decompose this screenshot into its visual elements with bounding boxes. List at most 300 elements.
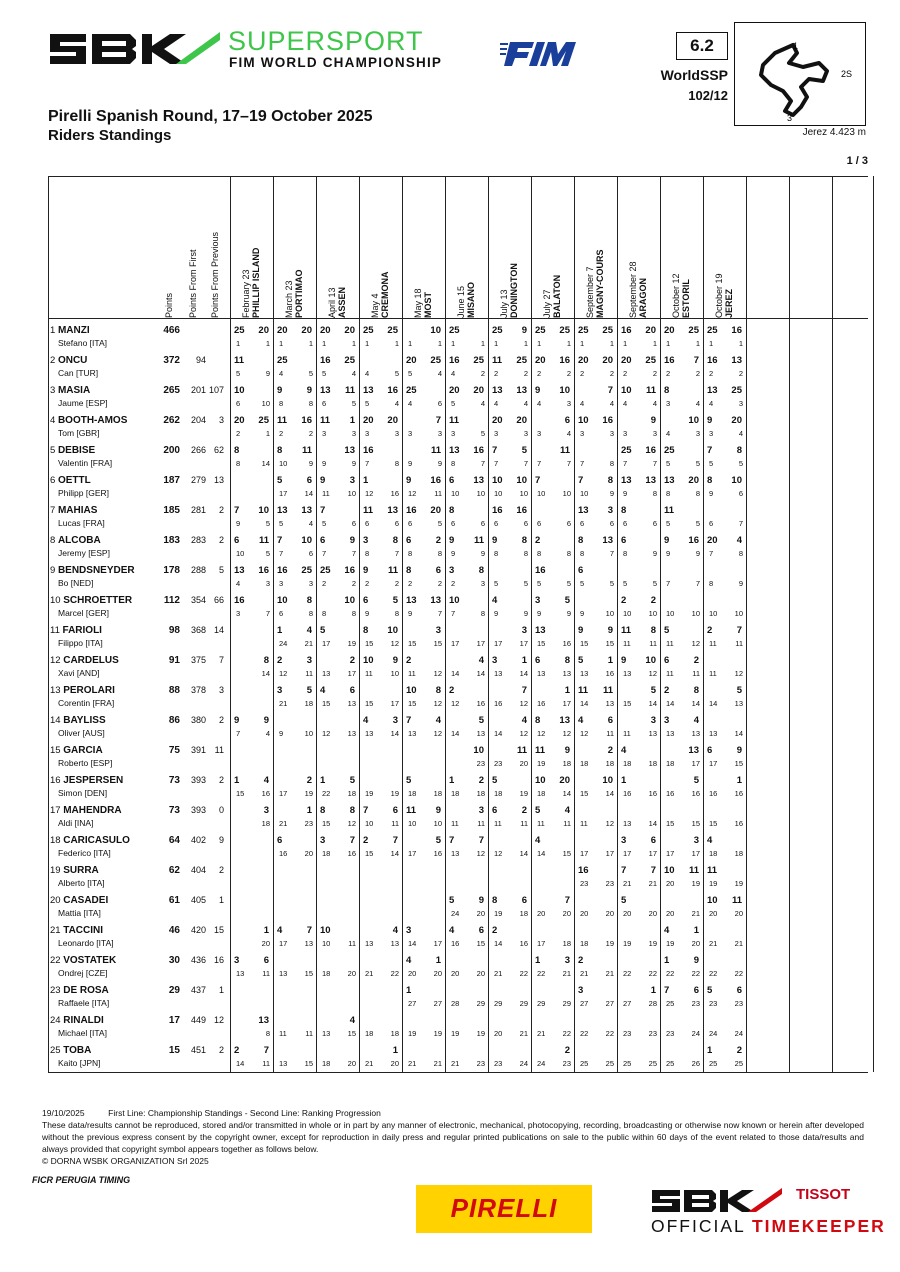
- race2-ranking: 19: [605, 939, 614, 948]
- race1-ranking: 13: [666, 729, 675, 738]
- round-result-cell: [402, 922, 445, 952]
- race2-ranking: 12: [390, 639, 399, 648]
- rider-first-name: Stefano [ITA]: [58, 338, 107, 348]
- race1-points: 11: [707, 865, 718, 876]
- race1-ranking: 2: [322, 579, 327, 588]
- race1-ranking: 14: [709, 699, 718, 708]
- race1-points: 16: [406, 505, 417, 516]
- race2-points: 3: [435, 625, 441, 636]
- race2-ranking: 17: [433, 939, 442, 948]
- race1-ranking: 5: [666, 459, 671, 468]
- rider-points-from-first: 391: [190, 745, 206, 755]
- race1-points: 10: [406, 685, 417, 696]
- round-result-cell: [273, 862, 316, 892]
- race1-ranking: 15: [580, 789, 589, 798]
- round-result-cell: [703, 1042, 746, 1072]
- round-result-cell: [316, 712, 359, 742]
- round-result-cell: [273, 772, 316, 802]
- rider-rank: 7: [50, 505, 56, 516]
- race2-ranking: 24: [691, 1029, 700, 1038]
- rider-points-from-first: 393: [190, 805, 206, 815]
- race2-ranking: 22: [605, 1029, 614, 1038]
- race1-ranking: 9: [322, 459, 327, 468]
- race2-ranking: 7: [437, 609, 442, 618]
- race2-points: 16: [258, 565, 269, 576]
- rider-first-name: Aldi [INA]: [58, 818, 94, 828]
- race1-ranking: 10: [365, 819, 374, 828]
- round-result-cell: [617, 862, 660, 892]
- race1-ranking: 18: [580, 759, 589, 768]
- race1-ranking: 24: [537, 1059, 546, 1068]
- race1-ranking: 6: [709, 519, 714, 528]
- round-result-cell: [488, 832, 531, 862]
- race2-points: 6: [478, 925, 484, 936]
- race2-ranking: 7: [523, 459, 528, 468]
- table-row: [48, 1042, 868, 1072]
- race2-points: 8: [435, 685, 441, 696]
- race2-ranking: 3: [480, 579, 485, 588]
- race1-points: 6: [621, 535, 627, 546]
- race2-ranking: 13: [347, 729, 356, 738]
- race2-ranking: 20: [648, 909, 657, 918]
- race1-ranking: 15: [580, 639, 589, 648]
- round-result-cell: [359, 592, 402, 622]
- race1-points: 1: [664, 955, 670, 966]
- race1-points: 3: [621, 835, 627, 846]
- race1-ranking: 2: [408, 579, 413, 588]
- race2-points: 9: [392, 655, 398, 666]
- race2-points: 25: [301, 565, 312, 576]
- race2-ranking: 4: [480, 399, 485, 408]
- round-result-cell: [230, 622, 273, 652]
- round-result-cell: [402, 682, 445, 712]
- round-result-cell: [445, 892, 488, 922]
- round-result-cell: [445, 622, 488, 652]
- race1-points: 1: [363, 475, 369, 486]
- race1-ranking: 13: [451, 849, 460, 858]
- race2-points: 9: [435, 805, 441, 816]
- race2-ranking: 10: [648, 609, 657, 618]
- round-result-cell: [574, 562, 617, 592]
- race1-points: 8: [535, 715, 541, 726]
- round-result-cell: [230, 382, 273, 412]
- rider-points: 372: [163, 355, 180, 366]
- race2-points: 13: [602, 535, 613, 546]
- rider-points-from-previous: 3: [218, 415, 224, 425]
- round-date: May 18: [413, 288, 423, 318]
- round-date: June 15: [456, 285, 466, 318]
- race1-points: 3: [578, 985, 584, 996]
- round-result-cell: [230, 352, 273, 382]
- race1-points: 9: [664, 535, 670, 546]
- round-result-cell: [445, 952, 488, 982]
- round-result-cell: [316, 352, 359, 382]
- race1-points: 4: [578, 715, 584, 726]
- fim-logo: [500, 38, 580, 70]
- race1-ranking: 8: [279, 399, 284, 408]
- race2-ranking: 4: [695, 399, 700, 408]
- race1-ranking: 13: [709, 729, 718, 738]
- round-result-cell: [402, 862, 445, 892]
- round-result-cell: [488, 382, 531, 412]
- round-date: July 13: [499, 289, 509, 318]
- race1-ranking: 9: [408, 459, 413, 468]
- race1-ranking: 22: [709, 969, 718, 978]
- round-result-cell: [273, 352, 316, 382]
- race1-points: 8: [449, 505, 455, 516]
- round-result-cell: [488, 1012, 531, 1042]
- race2-points: 7: [263, 1045, 269, 1056]
- round-date: September 7: [585, 266, 595, 318]
- round-result-cell: [230, 532, 273, 562]
- race2-ranking: 6: [652, 519, 657, 528]
- race1-points: 25: [277, 355, 288, 366]
- race1-points: 6: [449, 475, 455, 486]
- race1-ranking: 5: [537, 579, 542, 588]
- table-row: [48, 742, 868, 772]
- rider-points: 183: [163, 535, 180, 546]
- race2-ranking: 16: [562, 639, 571, 648]
- race2-ranking: 10: [476, 489, 485, 498]
- race2-ranking: 5: [566, 579, 571, 588]
- rider-surname: CASADEI: [63, 895, 109, 906]
- round-date: October 12: [671, 273, 681, 318]
- race1-ranking: 8: [709, 579, 714, 588]
- round-result-cell: [230, 772, 273, 802]
- round-result-cell: [273, 322, 316, 352]
- race2-points: 8: [306, 595, 312, 606]
- race1-ranking: 17: [451, 639, 460, 648]
- round-result-cell: [617, 652, 660, 682]
- rider-points-from-first: 393: [190, 775, 206, 785]
- race2-ranking: 2: [652, 369, 657, 378]
- round-result-cell: [488, 922, 531, 952]
- race1-ranking: 17: [537, 939, 546, 948]
- rider-first-name: Michael [ITA]: [58, 1028, 107, 1038]
- footer-copyright: © DORNA WSBK ORGANIZATION Srl 2025: [42, 1156, 209, 1166]
- race1-ranking: 27: [580, 999, 589, 1008]
- race1-points: 13: [406, 595, 417, 606]
- race2-points: 7: [435, 415, 441, 426]
- rider-points-from-first: 405: [190, 895, 206, 905]
- rider-points: 86: [168, 715, 180, 726]
- round-result-cell: [445, 832, 488, 862]
- race1-ranking: 11: [623, 639, 631, 648]
- table-row: [48, 922, 868, 952]
- rider-first-name: Marcel [GER]: [58, 608, 110, 618]
- race1-ranking: 18: [580, 939, 589, 948]
- race1-ranking: 14: [666, 699, 675, 708]
- race2-ranking: 12: [347, 819, 356, 828]
- table-row: [48, 382, 868, 412]
- round-result-cell: [273, 1012, 316, 1042]
- round-result-cell: [531, 562, 574, 592]
- race1-points: 11: [578, 685, 589, 696]
- round-result-cell: [660, 622, 703, 652]
- race1-points: 16: [578, 865, 589, 876]
- race1-ranking: 7: [494, 459, 499, 468]
- race2-points: 20: [559, 775, 570, 786]
- table-row: [48, 442, 868, 472]
- round-result-cell: [531, 352, 574, 382]
- race2-points: 16: [688, 535, 699, 546]
- round-result-cell: [617, 322, 660, 352]
- race1-points: 4: [406, 955, 412, 966]
- race1-points: 1: [234, 775, 240, 786]
- race1-ranking: 7: [236, 729, 241, 738]
- rider-surname: SURRA: [63, 865, 99, 876]
- round-result-cell: [660, 892, 703, 922]
- race2-ranking: 4: [437, 369, 442, 378]
- race1-ranking: 11: [537, 819, 545, 828]
- rider-rank-name: [50, 625, 150, 636]
- rider-rank: 6: [50, 475, 56, 486]
- round-result-cell: [230, 712, 273, 742]
- table-row: [48, 1012, 868, 1042]
- round-result-cell: [445, 682, 488, 712]
- round-result-cell: [703, 532, 746, 562]
- race2-ranking: 19: [691, 879, 700, 888]
- race2-ranking: 28: [648, 999, 657, 1008]
- race2-points: 16: [602, 415, 613, 426]
- race2-points: 8: [478, 565, 484, 576]
- race1-ranking: 13: [365, 729, 374, 738]
- round-result-cell: [402, 322, 445, 352]
- round-result-cell: [230, 1012, 273, 1042]
- race1-ranking: 1: [623, 339, 628, 348]
- round-result-cell: [574, 352, 617, 382]
- table-row: [48, 982, 868, 1012]
- race1-ranking: 8: [494, 549, 499, 558]
- race1-ranking: 17: [279, 939, 288, 948]
- race2-points: 20: [516, 415, 527, 426]
- round-result-cell: [703, 592, 746, 622]
- event-title: Pirelli Spanish Round, 17–19 October 2025: [48, 108, 373, 125]
- race1-ranking: 7: [623, 459, 628, 468]
- race2-points: 20: [344, 325, 355, 336]
- race1-ranking: 29: [494, 999, 503, 1008]
- race2-ranking: 10: [519, 489, 528, 498]
- rider-points-from-previous: 2: [218, 865, 224, 875]
- race2-ranking: 10: [562, 489, 571, 498]
- race2-ranking: 15: [734, 759, 743, 768]
- table-row: [48, 952, 868, 982]
- round-result-cell: [660, 742, 703, 772]
- race1-points: 20: [664, 325, 675, 336]
- race1-ranking: 14: [408, 939, 417, 948]
- race2-ranking: 23: [304, 819, 313, 828]
- round-result-cell: [703, 712, 746, 742]
- round-result-cell: [574, 862, 617, 892]
- race1-ranking: 4: [537, 399, 542, 408]
- race2-points: 3: [349, 475, 355, 486]
- race1-points: 4: [492, 595, 498, 606]
- race2-ranking: 6: [609, 519, 614, 528]
- race1-ranking: 2: [365, 579, 370, 588]
- race1-ranking: 10: [666, 609, 675, 618]
- race1-ranking: 15: [365, 639, 374, 648]
- race2-points: 13: [473, 475, 484, 486]
- rider-first-name: Philipp [GER]: [58, 488, 110, 498]
- race2-ranking: 11: [477, 819, 485, 828]
- round-result-cell: [617, 562, 660, 592]
- race2-ranking: 16: [734, 789, 743, 798]
- race1-points: 6: [578, 565, 584, 576]
- rider-rank-name: [50, 745, 150, 756]
- race1-points: 25: [449, 325, 460, 336]
- official-text: OFFICIAL: [651, 1216, 752, 1236]
- round-result-cell: [359, 622, 402, 652]
- race1-ranking: 21: [494, 969, 503, 978]
- race2-ranking: 8: [394, 609, 399, 618]
- round-result-cell: [660, 592, 703, 622]
- race2-ranking: 9: [480, 549, 485, 558]
- rider-points-from-first: 283: [190, 535, 206, 545]
- round-result-cell: [445, 772, 488, 802]
- race2-ranking: 5: [308, 369, 313, 378]
- race2-ranking: 1: [308, 339, 313, 348]
- race2-ranking: 16: [605, 669, 614, 678]
- race1-points: 9: [406, 475, 412, 486]
- race2-points: 2: [306, 775, 312, 786]
- rider-rank: 20: [50, 895, 61, 906]
- race1-ranking: 7: [322, 549, 327, 558]
- race2-ranking: 12: [433, 669, 442, 678]
- race2-points: 4: [521, 715, 527, 726]
- round-result-cell: [531, 922, 574, 952]
- race2-ranking: 15: [304, 969, 313, 978]
- race2-points: 5: [435, 835, 441, 846]
- race2-ranking: 1: [265, 429, 270, 438]
- race2-ranking: 16: [261, 789, 270, 798]
- race1-ranking: 21: [623, 879, 632, 888]
- race2-ranking: 7: [738, 519, 743, 528]
- race2-ranking: 23: [605, 879, 614, 888]
- rider-rank: 4: [50, 415, 56, 426]
- round-result-cell: [359, 712, 402, 742]
- round-result-cell: [445, 442, 488, 472]
- race2-ranking: 12: [691, 639, 700, 648]
- race2-ranking: 3: [351, 429, 356, 438]
- race2-points: 9: [521, 325, 527, 336]
- sbk-timekeeper-logo: [650, 1186, 784, 1216]
- race2-ranking: 9: [265, 369, 270, 378]
- race1-points: 20: [578, 355, 589, 366]
- race2-ranking: 9: [437, 459, 442, 468]
- rider-first-name: Simon [DEN]: [58, 788, 108, 798]
- race1-ranking: 1: [279, 339, 284, 348]
- race2-ranking: 3: [523, 429, 528, 438]
- race1-points: 4: [621, 745, 627, 756]
- round-name: MOST: [423, 292, 433, 318]
- rider-points-from-previous: 15: [213, 925, 224, 935]
- race1-points: 16: [363, 445, 374, 456]
- rider-surname: OETTL: [57, 475, 91, 486]
- race2-ranking: 25: [734, 1059, 743, 1068]
- footer-legend: First Line: Championship Standings - Second Line: Ranking Progression: [108, 1108, 381, 1118]
- rider-points-from-first: 288: [190, 565, 206, 575]
- race2-points: 1: [392, 1045, 398, 1056]
- race2-ranking: 21: [605, 969, 614, 978]
- rider-surname: BAYLISS: [63, 715, 106, 726]
- pirelli-logo-text: PIRELLI: [450, 1193, 558, 1223]
- race2-ranking: 5: [652, 579, 657, 588]
- round-name: CREMONA: [380, 271, 390, 318]
- race2-points: 2: [650, 595, 656, 606]
- race2-ranking: 8: [308, 609, 313, 618]
- race1-points: 4: [320, 685, 326, 696]
- race1-ranking: 19: [666, 939, 675, 948]
- race2-ranking: 4: [566, 429, 571, 438]
- round-result-cell: [273, 532, 316, 562]
- race1-ranking: 22: [666, 969, 675, 978]
- rider-points-from-first: 378: [190, 685, 206, 695]
- round-result-cell: [316, 382, 359, 412]
- round-result-cell: [316, 1042, 359, 1072]
- round-result-cell: [660, 562, 703, 592]
- race1-ranking: 15: [666, 819, 675, 828]
- rider-points-from-previous: 9: [218, 835, 224, 845]
- race2-ranking: 15: [347, 1029, 356, 1038]
- round-result-cell: [316, 412, 359, 442]
- round-result-cell: [402, 382, 445, 412]
- round-result-cell: [230, 472, 273, 502]
- race2-ranking: 17: [648, 849, 657, 858]
- race1-points: 25: [707, 325, 718, 336]
- round-result-cell: [316, 652, 359, 682]
- round-result-cell: [445, 802, 488, 832]
- race1-points: 8: [707, 475, 713, 486]
- race2-ranking: 16: [390, 489, 399, 498]
- round-result-cell: [359, 892, 402, 922]
- race2-points: 9: [693, 955, 699, 966]
- race1-ranking: 2: [623, 369, 628, 378]
- race1-ranking: 7: [451, 609, 456, 618]
- rider-surname: JESPERSEN: [63, 775, 124, 786]
- rider-rank-name: [50, 565, 150, 576]
- round-name: PHILLIP ISLAND: [251, 247, 261, 318]
- race1-ranking: 10: [408, 819, 417, 828]
- rider-first-name: Lucas [FRA]: [58, 518, 105, 528]
- table-row: [48, 862, 868, 892]
- race2-ranking: 5: [437, 519, 442, 528]
- round-result-cell: [531, 832, 574, 862]
- round-result-cell: [445, 862, 488, 892]
- race2-ranking: 9: [523, 609, 528, 618]
- race2-ranking: 26: [691, 1059, 700, 1068]
- race1-points: 5: [449, 895, 455, 906]
- race1-points: 13: [664, 475, 675, 486]
- race2-ranking: 12: [648, 669, 657, 678]
- race2-ranking: 9: [695, 549, 700, 558]
- race2-points: 10: [387, 625, 398, 636]
- race2-points: 3: [306, 655, 312, 666]
- rider-points: 187: [163, 475, 180, 486]
- round-result-cell: [402, 892, 445, 922]
- rider-first-name: Filippo [ITA]: [58, 638, 103, 648]
- race2-ranking: 11: [434, 489, 442, 498]
- race2-ranking: 2: [566, 369, 571, 378]
- round-result-cell: [230, 322, 273, 352]
- race1-ranking: 3: [451, 429, 456, 438]
- race2-ranking: 4: [652, 399, 657, 408]
- race2-ranking: 10: [691, 609, 700, 618]
- rider-surname: RINALDI: [63, 1015, 104, 1026]
- round-result-cell: [359, 982, 402, 1012]
- race1-ranking: 2: [580, 369, 585, 378]
- race2-ranking: 6: [394, 519, 399, 528]
- race1-ranking: 4: [236, 579, 241, 588]
